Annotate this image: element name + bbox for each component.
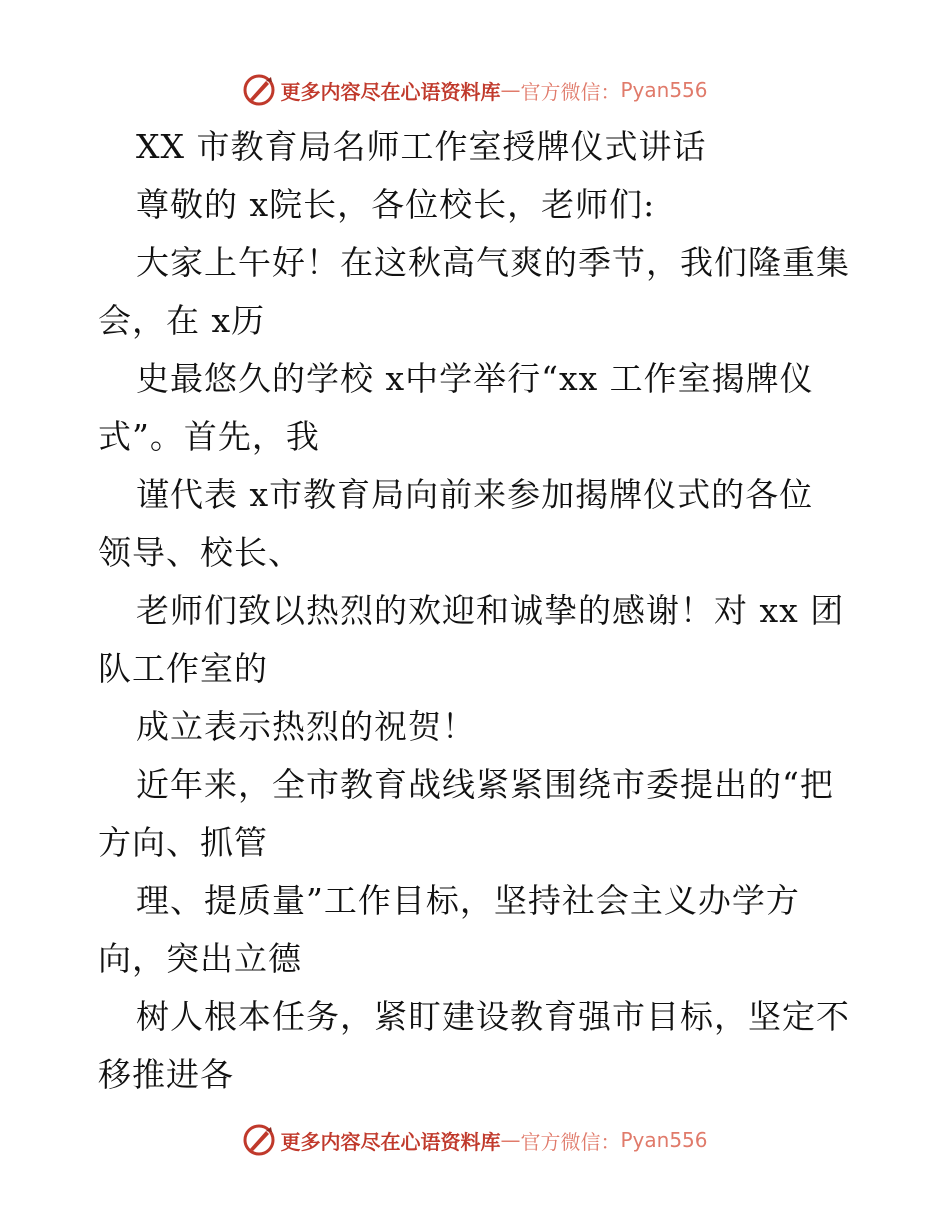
document-line: 理、提质量”工作目标，坚持社会主义办学方: [136, 881, 800, 920]
document-line: 式”。首先，我: [98, 417, 320, 456]
document-line: 史最悠久的学校 x中学举行“xx 工作室揭牌仪: [136, 359, 814, 398]
document-line: 移推进各: [98, 1055, 234, 1094]
footer-banner: [0, 1120, 950, 1160]
document-line: 向，突出立德: [98, 939, 302, 978]
document-line: 老师们致以热烈的欢迎和诚挚的感谢！对 xx 团: [136, 591, 845, 630]
document-line: 谨代表 x市教育局向前来参加揭牌仪式的各位: [136, 475, 814, 514]
document-body: [98, 118, 868, 1104]
document-line: 树人根本任务，紧盯建设教育强市目标，坚定不: [136, 997, 850, 1036]
document-line: 领导、校长、: [98, 533, 302, 572]
document-line: 会，在 x历: [98, 301, 266, 340]
document-line: 成立表示热烈的祝贺！: [136, 707, 476, 746]
banner-wechat-id: Pyan556: [620, 78, 708, 102]
document-line: 尊敬的 x院长，各位校长，老师们:: [136, 185, 656, 224]
banner-dash: —: [500, 78, 521, 102]
banner-wechat-label: 官方微信：: [520, 1129, 621, 1154]
banner-dash: —: [500, 1128, 521, 1152]
banner-text: 更多内容尽在心语资料库: [280, 1129, 501, 1154]
banner-text: 更多内容尽在心语资料库: [280, 79, 501, 104]
document-line: 方向、抓管: [98, 823, 268, 862]
quill-pen-logo-icon: [242, 73, 276, 107]
document-line: 近年来，全市教育战线紧紧围绕市委提出的“把: [136, 765, 834, 804]
document-title: XX 市教育局名师工作室授牌仪式讲话: [136, 127, 707, 166]
document-line: 队工作室的: [98, 649, 268, 688]
document-line: 大家上午好！在这秋高气爽的季节，我们隆重集: [136, 243, 850, 282]
header-banner: [0, 70, 950, 110]
quill-pen-logo-icon: [242, 1123, 276, 1157]
banner-wechat-id: Pyan556: [620, 1128, 708, 1152]
banner-wechat-label: 官方微信：: [520, 79, 621, 104]
